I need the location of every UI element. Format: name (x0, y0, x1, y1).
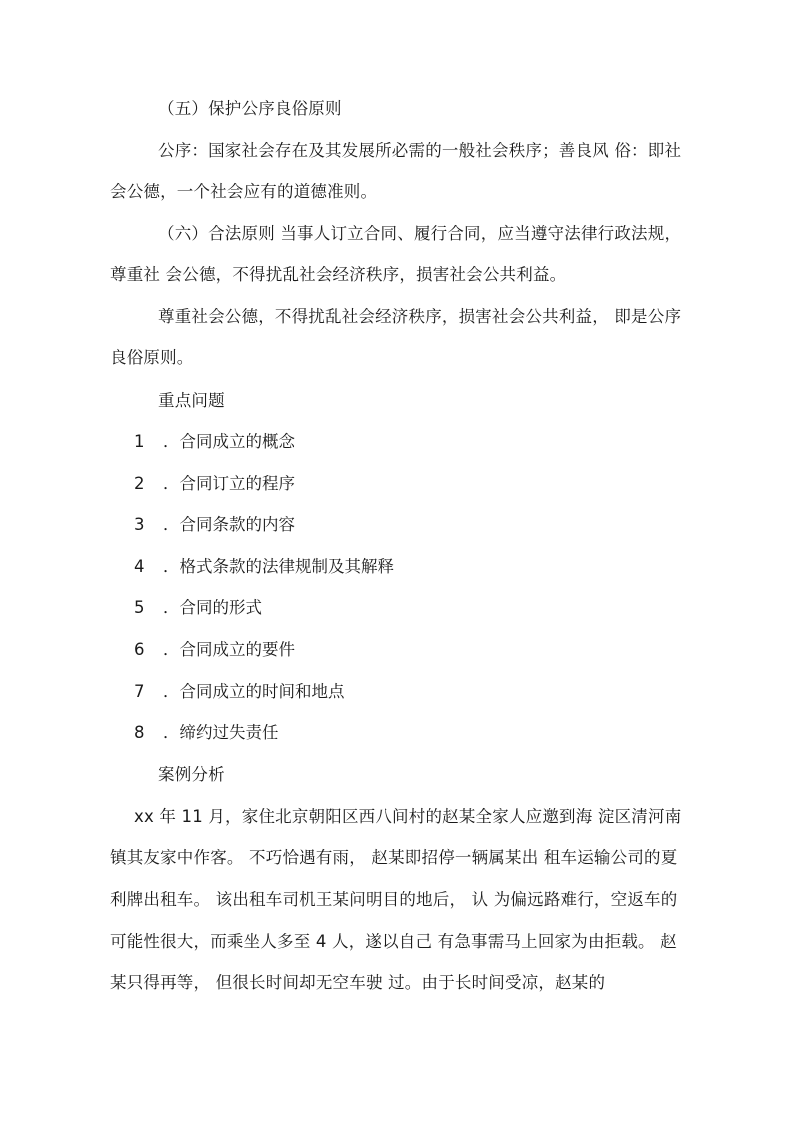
list-item-text: ．合同条款的内容 (163, 515, 295, 534)
list-item-number: 7 (134, 682, 145, 701)
list-item-number: 4 (134, 557, 145, 576)
section5-paragraph-line2: 会公德，一个社会应有的道德准则。 (110, 182, 378, 201)
list-item-text: ．合同成立的概念 (163, 432, 295, 451)
summary-paragraph-line2: 良俗原则。 (110, 348, 194, 367)
list-item-text: ．合同的形式 (163, 598, 262, 617)
list-item-number: 3 (134, 515, 145, 534)
case-analysis-heading: 案例分析 (158, 765, 225, 784)
section5-paragraph-line1: 公序：国家社会存在及其发展所必需的一般社会秩序；善良风 俗：即社 (158, 141, 682, 160)
list-item-number: 1 (134, 432, 145, 451)
list-item-number: 6 (134, 640, 145, 659)
section6-line2: 尊重社 会公德，不得扰乱社会经济秩序，损害社会公共利益。 (110, 265, 567, 284)
key-issues-heading: 重点问题 (158, 391, 225, 410)
case-line3: 利牌出租车。 该出租车司机王某问明目的地后， 认 为偏远路难行，空返车的 (110, 890, 678, 909)
case-line2: 镇其友家中作客。 不巧恰遇有雨， 赵某即招停一辆属某出 租车运输公司的夏 (110, 848, 678, 867)
list-item-text: ．合同订立的程序 (163, 474, 295, 493)
list-item-number: 2 (134, 474, 145, 493)
section6-line1: （六）合法原则 当事人订立合同、履行合同，应当遵守法律行政法规， (158, 224, 682, 243)
list-item-text: ．格式条款的法律规制及其解释 (163, 557, 394, 576)
list-item-text: ．合同成立的时间和地点 (163, 682, 345, 701)
list-item-text: ．缔约过失责任 (163, 723, 279, 742)
case-line4: 可能性很大，而乘坐人多至 4 人，遂以自己 有急事需马上回家为由拒载。 赵 (110, 932, 677, 951)
list-item-number: 8 (134, 723, 145, 742)
section5-heading: （五）保护公序良俗原则 (158, 99, 342, 118)
list-item-number: 5 (134, 598, 145, 617)
summary-paragraph-line1: 尊重社会公德，不得扰乱社会经济秩序，损害社会公共利益， 即是公序 (158, 307, 682, 326)
list-item-text: ．合同成立的要件 (163, 640, 295, 659)
case-line1: xx 年 11 月，家住北京朝阳区西八间村的赵某全家人应邀到海 淀区清河南 (134, 807, 682, 826)
case-line5: 某只得再等， 但很长时间却无空车驶 过。由于长时间受凉，赵某的 (110, 973, 606, 992)
